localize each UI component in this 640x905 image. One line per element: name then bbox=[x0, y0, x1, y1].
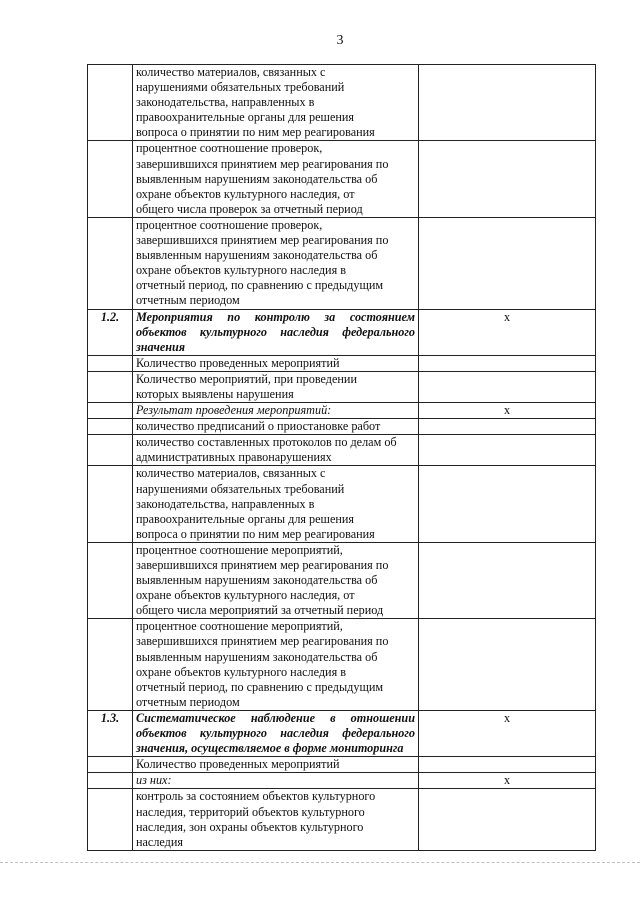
row-number: 1.3. bbox=[88, 710, 133, 756]
indicator-text-line: завершившихся принятием мер реагирования по bbox=[136, 233, 389, 248]
indicator-text-line: выявленным нарушениям законодательства об bbox=[136, 248, 378, 263]
row-number bbox=[88, 403, 133, 419]
section-title: Систематическое наблюдение в отношении объектов культурного наследия федерального значения, осуществляемое в форме мониторинга bbox=[133, 710, 419, 756]
row-number bbox=[88, 65, 133, 141]
value-cell: х bbox=[419, 309, 596, 355]
indicator-text-line: законодательства, направленных в bbox=[136, 496, 315, 511]
indicator-text-line: Результат проведения мероприятий: bbox=[136, 403, 332, 418]
value-cell bbox=[419, 435, 596, 466]
indicator-text-line: которых выявлены нарушения bbox=[136, 386, 294, 401]
indicator-text-line: контроль за состоянием объектов культурного bbox=[136, 789, 376, 804]
value-cell bbox=[419, 65, 596, 141]
row-number bbox=[88, 773, 133, 789]
indicator-text-line: нарушениями обязательных требований bbox=[136, 80, 345, 95]
value-cell: х bbox=[419, 710, 596, 756]
indicator-name bbox=[133, 65, 419, 141]
row-number bbox=[88, 542, 133, 618]
indicator-text-line: Количество проведенных мероприятий bbox=[136, 355, 340, 370]
indicator-text-line: вопроса о принятии по ним мер реагирования bbox=[136, 125, 375, 140]
table-row bbox=[88, 466, 596, 542]
value-cell bbox=[419, 466, 596, 542]
row-number: 1.2. bbox=[88, 309, 133, 355]
row-number bbox=[88, 757, 133, 773]
value-cell: х bbox=[419, 403, 596, 419]
indicator-text-line: количество материалов, связанных с bbox=[136, 65, 326, 79]
value-cell bbox=[419, 789, 596, 850]
indicator-text-line: количество предписаний о приостановке работ bbox=[136, 419, 381, 434]
indicator-text-line: отчетным периодом bbox=[136, 694, 240, 709]
indicator-name bbox=[133, 435, 419, 466]
indicator-text-line: выявленным нарушениям законодательства об bbox=[136, 573, 378, 588]
value-cell bbox=[419, 619, 596, 711]
row-number bbox=[88, 371, 133, 402]
value-cell bbox=[419, 419, 596, 435]
indicator-text-line: из них: bbox=[136, 773, 172, 788]
row-number bbox=[88, 789, 133, 850]
indicator-text-line: охране объектов культурного наследия в bbox=[136, 664, 346, 679]
table-row bbox=[88, 542, 596, 618]
indicator-name bbox=[133, 466, 419, 542]
indicator-text-line: наследия, территорий объектов культурного bbox=[136, 804, 365, 819]
value-cell bbox=[419, 355, 596, 371]
scan-edge-artifact bbox=[0, 862, 640, 867]
table-row bbox=[88, 65, 596, 141]
row-number bbox=[88, 419, 133, 435]
table-row bbox=[88, 435, 596, 466]
row-number bbox=[88, 141, 133, 217]
value-cell bbox=[419, 371, 596, 402]
indicator-text-line: охране объектов культурного наследия, от bbox=[136, 588, 355, 603]
row-number bbox=[88, 355, 133, 371]
indicator-text-line: количество составленных протоколов по делам об bbox=[136, 435, 397, 450]
indicator-text-line: отчетный период, по сравнению с предыдущим bbox=[136, 278, 384, 293]
value-cell bbox=[419, 757, 596, 773]
indicator-text-line: процентное соотношение мероприятий, bbox=[136, 542, 343, 557]
indicator-name bbox=[133, 619, 419, 711]
indicator-text-line: отчетный период, по сравнению с предыдущим bbox=[136, 679, 384, 694]
table-row bbox=[88, 355, 596, 371]
table-row bbox=[88, 773, 596, 789]
section-title: Мероприятия по контролю за состоянием объектов культурного наследия федерального значения bbox=[133, 309, 419, 355]
indicator-text-line: завершившихся принятием мер реагирования по bbox=[136, 156, 389, 171]
indicator-text-line: процентное соотношение мероприятий, bbox=[136, 619, 343, 634]
value-cell bbox=[419, 141, 596, 217]
indicator-text-line: правоохранительные органы для решения bbox=[136, 511, 354, 526]
indicator-text-line: процентное соотношение проверок, bbox=[136, 141, 323, 156]
table-row bbox=[88, 757, 596, 773]
row-number bbox=[88, 217, 133, 309]
indicator-name bbox=[133, 789, 419, 850]
indicator-text-line: завершившихся принятием мер реагирования по bbox=[136, 634, 389, 649]
indicator-name bbox=[133, 141, 419, 217]
indicator-text-line: наследия bbox=[136, 834, 184, 849]
row-number bbox=[88, 619, 133, 711]
indicator-name bbox=[133, 403, 419, 419]
section-row bbox=[88, 309, 596, 355]
indicator-name bbox=[133, 217, 419, 309]
table-row bbox=[88, 419, 596, 435]
indicator-text-line: выявленным нарушениям законодательства об bbox=[136, 649, 378, 664]
value-cell: х bbox=[419, 773, 596, 789]
indicator-text-line: нарушениями обязательных требований bbox=[136, 481, 345, 496]
indicator-name bbox=[133, 355, 419, 371]
indicator-text-line: административных правонарушениях bbox=[136, 450, 332, 465]
indicator-text-line: завершившихся принятием мер реагирования по bbox=[136, 558, 389, 572]
table-row bbox=[88, 789, 596, 850]
value-cell bbox=[419, 217, 596, 309]
indicators-table bbox=[87, 64, 596, 851]
indicator-name bbox=[133, 419, 419, 435]
indicator-name bbox=[133, 773, 419, 789]
indicator-text-line: Количество мероприятий, при проведении bbox=[136, 371, 357, 386]
indicator-text-line: правоохранительные органы для решения bbox=[136, 110, 354, 125]
table-row bbox=[88, 371, 596, 402]
row-number bbox=[88, 435, 133, 466]
indicator-text-line: охране объектов культурного наследия, от bbox=[136, 186, 355, 201]
indicator-text-line: выявленным нарушениям законодательства об bbox=[136, 171, 378, 186]
section-row bbox=[88, 710, 596, 756]
indicator-text-line: вопроса о принятии по ним мер реагирования bbox=[136, 526, 375, 541]
table-row bbox=[88, 619, 596, 711]
indicator-text-line: общего числа проверок за отчетный период bbox=[136, 201, 363, 216]
indicator-text-line: Количество проведенных мероприятий bbox=[136, 757, 340, 772]
table-row bbox=[88, 141, 596, 217]
indicator-text-line: отчетным периодом bbox=[136, 293, 240, 308]
table-row bbox=[88, 403, 596, 419]
indicator-text-line: охране объектов культурного наследия в bbox=[136, 263, 346, 278]
value-cell bbox=[419, 542, 596, 618]
indicator-text-line: количество материалов, связанных с bbox=[136, 466, 326, 481]
indicator-text-line: общего числа мероприятий за отчетный период bbox=[136, 603, 384, 618]
indicator-text-line: процентное соотношение проверок, bbox=[136, 217, 323, 232]
indicator-name bbox=[133, 757, 419, 773]
page-number: 3 bbox=[336, 33, 344, 48]
indicators-table-body bbox=[88, 65, 596, 851]
indicator-name bbox=[133, 371, 419, 402]
row-number bbox=[88, 466, 133, 542]
indicator-text-line: наследия, зон охраны объектов культурного bbox=[136, 819, 364, 834]
table-row bbox=[88, 217, 596, 309]
indicator-text-line: законодательства, направленных в bbox=[136, 95, 315, 110]
indicator-name bbox=[133, 542, 419, 618]
